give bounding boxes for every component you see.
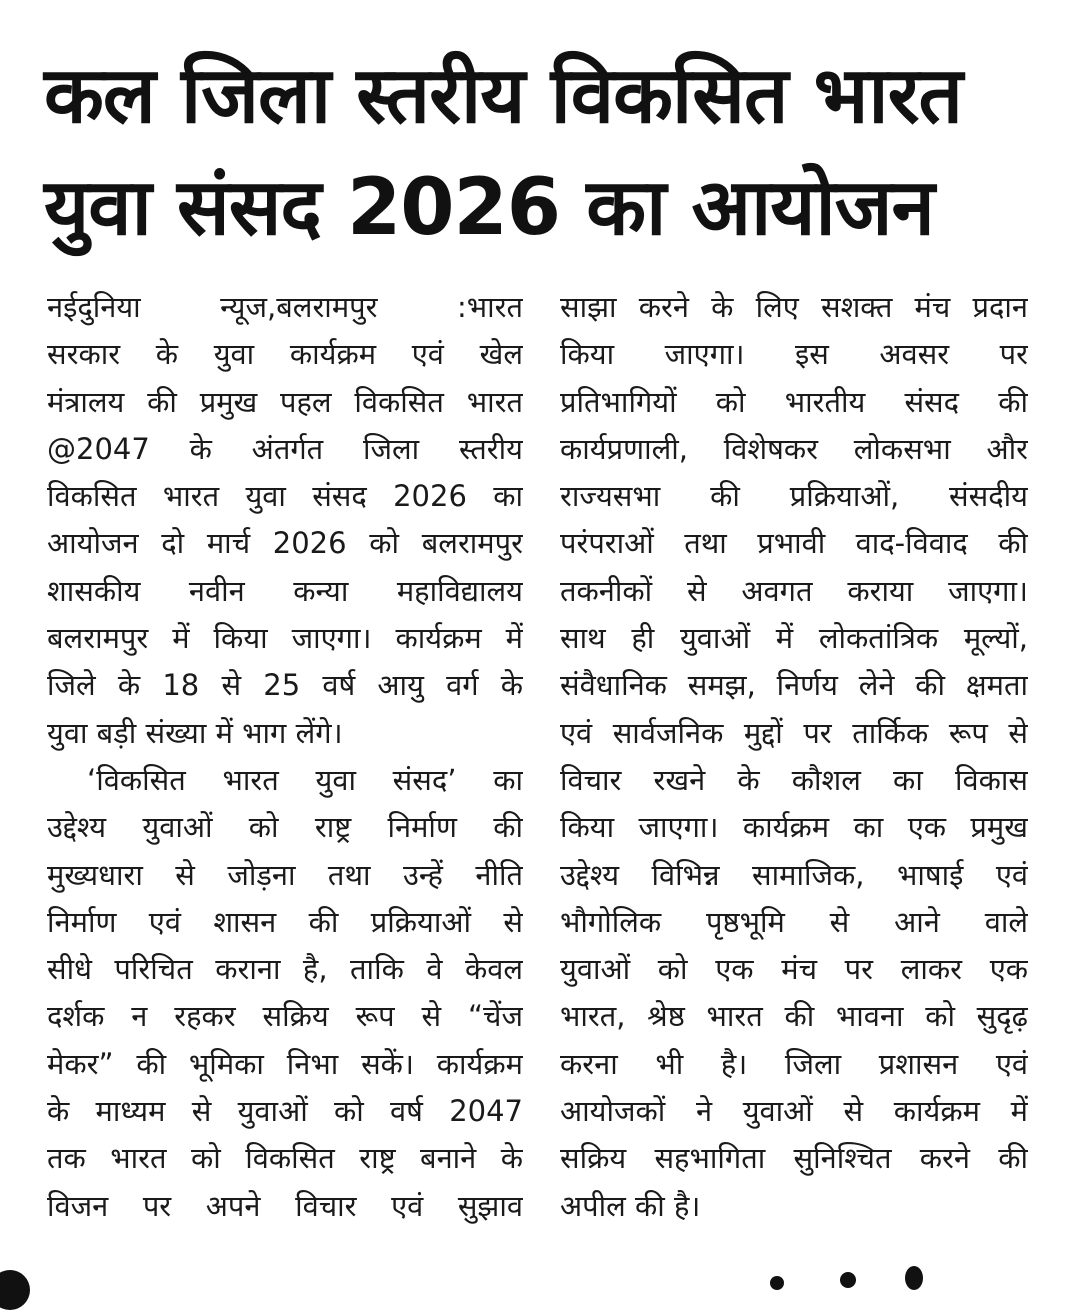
article-line: दर्शक न रहकर सक्रिय रूप से “चेंज [47, 999, 523, 1034]
article-left-column [47, 284, 523, 1230]
article-right-column [560, 284, 1028, 1230]
article-line: विकसित भारत युवा संसद 2026 का [47, 479, 523, 514]
article-line: साथ ही युवाओं में लोकतांत्रिक मूल्यों, [560, 621, 1028, 656]
article-line: जिले के 18 से 25 वर्ष आयु वर्ग के [47, 668, 523, 703]
article-line: अपील की है। [560, 1188, 701, 1223]
article-line: नईदुनिया न्यूज,बलरामपुर :भारत [47, 290, 523, 324]
article-line: किया जाएगा। कार्यक्रम का एक प्रमुख [560, 810, 1028, 845]
headline [44, 40, 1044, 264]
article-line: तकनीकों से अवगत कराया जाएगा। [560, 573, 1028, 608]
headline-line-1: कल जिला स्तरीय विकसित भारत [44, 51, 962, 141]
article-line: मुख्यधारा से जोड़ना तथा उन्हें नीति [47, 857, 523, 892]
headline-line-2: युवा संसद 2026 का आयोजन [44, 163, 934, 253]
article-line: सीधे परिचित कराना है, ताकि वे केवल [47, 952, 523, 987]
article-line: विचार रखने के कौशल का विकास [560, 762, 1028, 797]
article-line: भौगोलिक पृष्ठभूमि से आने वाले [560, 904, 1028, 939]
article-line: शासकीय नवीन कन्या महाविद्यालय [47, 573, 523, 608]
article-line: मंत्रालय की प्रमुख पहल विकसित भारत [47, 384, 523, 419]
article-line: मेकर” की भूमिका निभा सकें। कार्यक्रम [47, 1046, 523, 1081]
article-line: उद्देश्य विभिन्न सामाजिक, भाषाई एवं [560, 857, 1028, 892]
article-line: किया जाएगा। इस अवसर पर [560, 337, 1028, 372]
article-line: विजन पर अपने विचार एवं सुझाव [47, 1188, 523, 1223]
article-line: संवैधानिक समझ, निर्णय लेने की क्षमता [560, 668, 1028, 703]
article-line: आयोजन दो मार्च 2026 को बलरामपुर [47, 526, 523, 561]
article-line: एवं सार्वजनिक मुद्दों पर तार्किक रूप से [560, 715, 1028, 750]
article-line: प्रतिभागियों को भारतीय संसद की [560, 384, 1028, 419]
article-line: कार्यप्रणाली, विशेषकर लोकसभा और [560, 431, 1028, 466]
article-line: निर्माण एवं शासन की प्रक्रियाओं से [47, 904, 523, 939]
article-line: @2047 के अंतर्गत जिला स्तरीय [47, 431, 523, 466]
article-line: तक भारत को विकसित राष्ट्र बनाने के [47, 1141, 523, 1176]
article-line: युवाओं को एक मंच पर लाकर एक [560, 952, 1028, 987]
article-line: युवा बड़ी संख्या में भाग लेंगे। [47, 715, 343, 750]
article-line: के माध्यम से युवाओं को वर्ष 2047 [47, 1094, 523, 1129]
article-line: आयोजकों ने युवाओं से कार्यक्रम में [560, 1094, 1028, 1129]
article-line: परंपराओं तथा प्रभावी वाद-विवाद की [560, 526, 1028, 561]
article-line: सरकार के युवा कार्यक्रम एवं खेल [47, 337, 523, 372]
article-line: ‘विकसित भारत युवा संसद’ का [87, 762, 523, 797]
article-line: बलरामपुर में किया जाएगा। कार्यक्रम में [47, 621, 523, 656]
article-line: उद्देश्य युवाओं को राष्ट्र निर्माण की [47, 810, 523, 845]
article-line: करना भी है। जिला प्रशासन एवं [560, 1046, 1028, 1081]
article-line: राज्यसभा की प्रक्रियाओं, संसदीय [560, 479, 1028, 514]
next-headline-fragment [0, 1262, 1080, 1291]
article-line: भारत, श्रेष्ठ भारत की भावना को सुदृढ़ [560, 999, 1028, 1034]
article-line: सक्रिय सहभागिता सुनिश्चित करने की [560, 1141, 1028, 1176]
article-line: साझा करने के लिए सशक्त मंच प्रदान [560, 290, 1028, 324]
